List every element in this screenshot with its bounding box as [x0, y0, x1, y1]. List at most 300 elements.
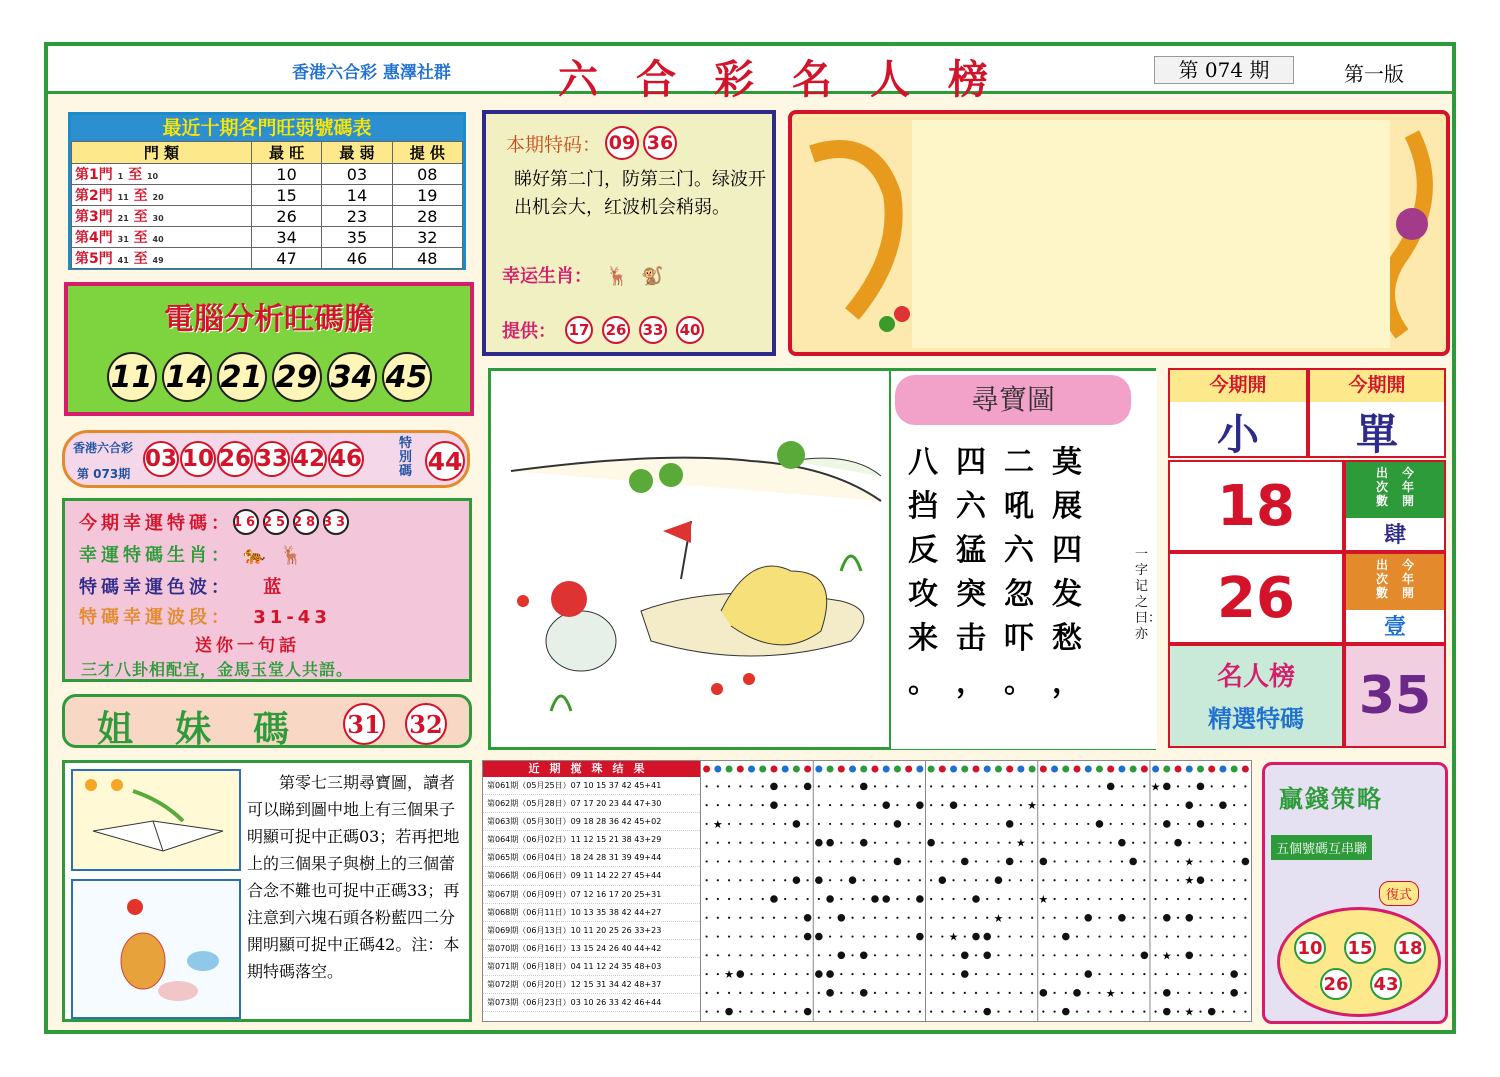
drawn-mark	[804, 933, 812, 941]
header-ball-mark	[1163, 766, 1170, 773]
empty-mark	[1211, 879, 1213, 881]
drawn-mark	[1185, 801, 1193, 809]
empty-mark	[1154, 860, 1156, 862]
empty-mark	[964, 992, 966, 994]
empty-mark	[728, 879, 730, 881]
empty-mark	[1110, 823, 1112, 825]
empty-mark	[1053, 860, 1055, 862]
empty-mark	[728, 898, 730, 900]
empty-mark	[1132, 842, 1134, 844]
drawn-mark	[1062, 933, 1070, 941]
empty-mark	[1233, 860, 1235, 862]
empty-mark	[908, 898, 910, 900]
drawn-mark	[983, 1008, 991, 1016]
empty-mark	[1065, 992, 1067, 994]
drawn-mark	[916, 933, 924, 941]
header-subtitle: 香港六合彩 惠澤社群	[292, 63, 451, 83]
empty-mark	[1177, 879, 1179, 881]
header-ball-mark	[1107, 766, 1114, 773]
empty-mark	[1177, 917, 1179, 919]
empty-mark	[930, 898, 932, 900]
edition-label: 第一版	[1344, 62, 1404, 86]
empty-mark	[1188, 935, 1190, 937]
empty-mark	[964, 879, 966, 881]
special-mark: ★	[1105, 986, 1116, 1000]
empty-mark	[986, 879, 988, 881]
empty-mark	[919, 954, 921, 956]
treasure-scene-illustration	[491, 371, 889, 749]
lucky-color-value: 蓝	[263, 577, 286, 598]
empty-mark	[762, 842, 764, 844]
story-text: 第零七三期尋寶圖，讀者可以睇到圖中地上有三個果子明顯可捉中正碼03；若再把地上的三個果子與樹上的三個蕾合念不難也可捉中正碼33；再注意到六塊石頭各粉藍四二分開明顯可捉中正碼42。注：本期特碼落空。	[247, 773, 460, 981]
empty-mark	[773, 879, 775, 881]
empty-mark	[1244, 1011, 1246, 1013]
empty-mark	[1042, 935, 1044, 937]
drawn-mark	[1230, 989, 1238, 997]
empty-mark	[1143, 917, 1145, 919]
empty-mark	[1244, 785, 1246, 787]
drawn-mark	[826, 970, 834, 978]
empty-mark	[784, 804, 786, 806]
empty-mark	[908, 842, 910, 844]
header-ball-mark	[1051, 766, 1058, 773]
max-cell: 47	[251, 248, 321, 269]
empty-mark	[1031, 973, 1033, 975]
history-row: 第069期（06月13日）10 11 20 25 26 33+23	[483, 922, 700, 940]
empty-mark	[908, 917, 910, 919]
empty-mark	[762, 785, 764, 787]
drawn-mark	[1185, 914, 1193, 922]
empty-mark	[851, 898, 853, 900]
empty-mark	[717, 917, 719, 919]
empty-mark	[885, 935, 887, 937]
empty-mark	[1199, 935, 1201, 937]
empty-mark	[885, 954, 887, 956]
empty-mark	[885, 992, 887, 994]
header-ball-mark	[849, 766, 856, 773]
drawn-mark	[1107, 783, 1115, 791]
empty-mark	[773, 917, 775, 919]
empty-mark	[728, 954, 730, 956]
empty-mark	[739, 992, 741, 994]
special-mark: ★	[1038, 893, 1049, 906]
empty-mark	[773, 973, 775, 975]
empty-mark	[919, 917, 921, 919]
empty-mark	[773, 935, 775, 937]
header-ball-mark	[1085, 766, 1092, 773]
history-row: 第073期（06月23日）03 10 26 33 42 46+44	[483, 994, 700, 1012]
empty-mark	[1087, 992, 1089, 994]
drawn-mark	[815, 970, 823, 978]
drawn-mark	[804, 783, 812, 791]
empty-mark	[863, 804, 865, 806]
empty-mark	[1132, 917, 1134, 919]
empty-mark	[1031, 823, 1033, 825]
empty-mark	[1177, 954, 1179, 956]
empty-mark	[1233, 898, 1235, 900]
empty-mark	[919, 992, 921, 994]
empty-mark	[896, 898, 898, 900]
empty-mark	[1177, 973, 1179, 975]
empty-mark	[930, 804, 932, 806]
empty-mark	[930, 823, 932, 825]
empty-mark	[717, 898, 719, 900]
empty-mark	[1098, 992, 1100, 994]
empty-mark	[795, 804, 797, 806]
door-cell: 第2門 11 至 20	[72, 185, 252, 206]
empty-mark	[919, 973, 921, 975]
empty-mark	[908, 785, 910, 787]
empty-mark	[1009, 992, 1011, 994]
empty-mark	[930, 785, 932, 787]
empty-mark	[784, 785, 786, 787]
empty-mark	[1211, 860, 1213, 862]
empty-mark	[784, 879, 786, 881]
drawn-mark	[1006, 858, 1014, 866]
empty-mark	[1087, 860, 1089, 862]
max-cell: 15	[251, 185, 321, 206]
empty-mark	[1020, 785, 1022, 787]
empty-mark	[874, 954, 876, 956]
empty-mark	[964, 823, 966, 825]
empty-mark	[975, 917, 977, 919]
empty-mark	[1009, 954, 1011, 956]
number-ball: 10	[1294, 932, 1326, 964]
header-ball-mark	[838, 766, 845, 773]
empty-mark	[750, 1011, 752, 1013]
empty-mark	[1076, 898, 1078, 900]
drawn-mark	[1163, 783, 1171, 791]
drawn-mark	[882, 895, 890, 903]
empty-mark	[1076, 935, 1078, 937]
treasure-poem-panel	[889, 371, 1162, 749]
empty-mark	[1053, 917, 1055, 919]
drawn-mark	[826, 895, 834, 903]
empty-mark	[975, 785, 977, 787]
header-ball-mark	[759, 766, 766, 773]
lucky-box	[62, 498, 472, 682]
empty-mark	[885, 917, 887, 919]
drawn-mark	[860, 952, 868, 960]
empty-mark	[997, 935, 999, 937]
empty-mark	[750, 860, 752, 862]
empty-mark	[1110, 804, 1112, 806]
empty-mark	[762, 954, 764, 956]
special-mark: ★	[712, 817, 723, 831]
empty-mark	[964, 1011, 966, 1013]
empty-mark	[1132, 1011, 1134, 1013]
empty-mark	[1121, 860, 1123, 862]
empty-mark	[1188, 973, 1190, 975]
max-cell: 34	[251, 227, 321, 248]
empty-mark	[1233, 823, 1235, 825]
monkey-icon: 🐒	[640, 266, 664, 287]
computer-analysis-box	[64, 282, 474, 416]
empty-mark	[739, 917, 741, 919]
empty-mark	[1065, 973, 1067, 975]
header-ball-mark	[905, 766, 912, 773]
number-ball: 16	[233, 509, 259, 535]
empty-mark	[1199, 917, 1201, 919]
lucky-special-label: 今期幸運特碼：	[79, 513, 233, 534]
number-ball: 40	[676, 316, 704, 344]
drawn-mark	[961, 952, 969, 960]
empty-mark	[1098, 842, 1100, 844]
empty-mark	[706, 917, 708, 919]
history-dot-chart	[701, 761, 1251, 1021]
number-ball: 33	[639, 316, 667, 344]
empty-mark	[1087, 898, 1089, 900]
empty-mark	[1143, 1011, 1145, 1013]
empty-mark	[840, 935, 842, 937]
empty-mark	[1211, 954, 1213, 956]
empty-mark	[739, 879, 741, 881]
give-label: 提供：	[502, 321, 556, 342]
empty-mark	[1098, 804, 1100, 806]
empty-mark	[1143, 785, 1145, 787]
empty-mark	[762, 898, 764, 900]
empty-mark	[952, 992, 954, 994]
history-row: 第066期（06月06日）09 11 14 22 27 45+44	[483, 867, 700, 885]
empty-mark	[829, 823, 831, 825]
empty-mark	[728, 842, 730, 844]
empty-mark	[784, 823, 786, 825]
empty-mark	[1031, 842, 1033, 844]
empty-mark	[1211, 842, 1213, 844]
history-row: 第065期（06月04日）18 24 28 31 39 49+44	[483, 849, 700, 867]
empty-mark	[851, 992, 853, 994]
empty-mark	[964, 842, 966, 844]
empty-mark	[1222, 935, 1224, 937]
col-header: 提 供	[392, 142, 462, 164]
drawn-mark	[1096, 820, 1104, 828]
empty-mark	[863, 935, 865, 937]
empty-mark	[1031, 917, 1033, 919]
lucky-zodiac-label: 幸運特碼生肖：	[79, 545, 233, 566]
drawn-mark	[826, 839, 834, 847]
empty-mark	[919, 823, 921, 825]
empty-mark	[851, 823, 853, 825]
empty-mark	[1177, 860, 1179, 862]
last-draw-issue: 第 073期	[77, 467, 131, 481]
header-ball-mark	[928, 766, 935, 773]
empty-mark	[1110, 973, 1112, 975]
empty-mark	[717, 879, 719, 881]
empty-mark	[941, 898, 943, 900]
empty-mark	[840, 879, 842, 881]
empty-mark	[964, 785, 966, 787]
empty-mark	[762, 823, 764, 825]
strategy-title: 贏錢策略	[1279, 785, 1383, 813]
number-ball: 26	[602, 316, 630, 344]
empty-mark	[1143, 860, 1145, 862]
poem-side-note: 一字记之曰：亦	[1135, 547, 1162, 642]
empty-mark	[908, 935, 910, 937]
empty-mark	[773, 954, 775, 956]
empty-mark	[750, 823, 752, 825]
empty-mark	[717, 935, 719, 937]
drawn-mark	[972, 895, 980, 903]
empty-mark	[1166, 804, 1168, 806]
empty-mark	[1199, 842, 1201, 844]
empty-mark	[829, 1011, 831, 1013]
drawn-mark	[815, 876, 823, 884]
table-row	[72, 248, 463, 269]
empty-mark	[1076, 842, 1078, 844]
empty-mark	[986, 898, 988, 900]
header-ball-mark	[871, 766, 878, 773]
empty-mark	[986, 917, 988, 919]
drawn-mark	[1242, 858, 1250, 866]
drawn-mark	[838, 914, 846, 922]
empty-mark	[952, 1011, 954, 1013]
empty-mark	[1009, 973, 1011, 975]
drawn-mark	[1174, 839, 1182, 847]
empty-mark	[908, 1011, 910, 1013]
number-ball: 31	[343, 703, 385, 745]
special-number-label: 本期特码：	[506, 133, 602, 156]
strength-table-caption: 最近十期各門旺弱號碼表	[71, 115, 463, 141]
empty-mark	[1121, 823, 1123, 825]
empty-mark	[1042, 785, 1044, 787]
empty-mark	[975, 823, 977, 825]
history-row: 第068期（06月11日）10 13 35 38 42 44+27	[483, 904, 700, 922]
empty-mark	[919, 879, 921, 881]
number-ball: 33	[323, 509, 349, 535]
empty-mark	[1020, 992, 1022, 994]
empty-mark	[750, 842, 752, 844]
empty-mark	[739, 785, 741, 787]
empty-mark	[908, 954, 910, 956]
empty-mark	[997, 804, 999, 806]
empty-mark	[762, 935, 764, 937]
empty-mark	[1110, 898, 1112, 900]
empty-mark	[1199, 1011, 1201, 1013]
size-result: 小	[1216, 410, 1259, 459]
empty-mark	[717, 804, 719, 806]
parity-result: 單	[1355, 410, 1398, 459]
max-cell: 10	[251, 164, 321, 185]
empty-mark	[964, 917, 966, 919]
empty-mark	[1244, 842, 1246, 844]
empty-mark	[1154, 1011, 1156, 1013]
empty-mark	[1031, 935, 1033, 937]
empty-mark	[840, 1011, 842, 1013]
empty-mark	[1132, 785, 1134, 787]
drawn-mark	[1230, 970, 1238, 978]
empty-mark	[1132, 992, 1134, 994]
number-ball: 17	[565, 316, 593, 344]
header-ball-mark	[703, 766, 710, 773]
special-mark: ★	[1161, 949, 1172, 963]
drawn-mark	[860, 989, 868, 997]
empty-mark	[1132, 935, 1134, 937]
empty-mark	[1233, 917, 1235, 919]
empty-mark	[840, 842, 842, 844]
empty-mark	[818, 954, 820, 956]
empty-mark	[739, 1011, 741, 1013]
empty-mark	[728, 935, 730, 937]
empty-mark	[1222, 954, 1224, 956]
empty-mark	[795, 898, 797, 900]
empty-mark	[863, 1011, 865, 1013]
empty-mark	[863, 879, 865, 881]
header-ball-mark	[748, 766, 755, 773]
empty-mark	[717, 992, 719, 994]
empty-mark	[795, 935, 797, 937]
empty-mark	[1087, 842, 1089, 844]
empty-mark	[773, 842, 775, 844]
empty-mark	[997, 898, 999, 900]
drawn-mark	[894, 820, 902, 828]
empty-mark	[1244, 917, 1246, 919]
min-cell: 14	[322, 185, 392, 206]
header-ball-mark	[1231, 766, 1238, 773]
empty-mark	[1177, 992, 1179, 994]
empty-mark	[773, 823, 775, 825]
empty-mark	[975, 860, 977, 862]
empty-mark	[750, 785, 752, 787]
empty-mark	[784, 935, 786, 937]
empty-mark	[851, 785, 853, 787]
special-mark: ★	[1027, 799, 1038, 813]
drawn-mark	[1197, 783, 1205, 791]
header-ball-mark	[726, 766, 733, 773]
strategy-box	[1262, 762, 1448, 1024]
empty-mark	[706, 954, 708, 956]
drawn-mark	[860, 783, 868, 791]
empty-mark	[784, 992, 786, 994]
empty-mark	[1053, 842, 1055, 844]
empty-mark	[885, 879, 887, 881]
drawn-mark	[1185, 952, 1193, 960]
empty-mark	[1098, 860, 1100, 862]
empty-mark	[986, 785, 988, 787]
empty-mark	[1009, 842, 1011, 844]
year-label: 今年開	[1401, 558, 1414, 600]
header-ball-mark	[1017, 766, 1024, 773]
issue-number: 第 074 期	[1154, 56, 1294, 84]
empty-mark	[762, 860, 764, 862]
empty-mark	[941, 1011, 943, 1013]
empty-mark	[1076, 879, 1078, 881]
empty-mark	[863, 898, 865, 900]
empty-mark	[829, 804, 831, 806]
empty-mark	[1087, 935, 1089, 937]
empty-mark	[908, 823, 910, 825]
empty-mark	[762, 804, 764, 806]
empty-mark	[874, 879, 876, 881]
poem-line: 八 挡 反 攻 来 。	[908, 445, 938, 700]
empty-mark	[919, 1011, 921, 1013]
empty-mark	[717, 860, 719, 862]
drawn-mark	[826, 989, 834, 997]
drawn-mark	[916, 895, 924, 903]
empty-mark	[1211, 935, 1213, 937]
drawn-mark	[983, 952, 991, 960]
max-cell: 26	[251, 206, 321, 227]
empty-mark	[896, 879, 898, 881]
empty-mark	[919, 860, 921, 862]
empty-mark	[750, 804, 752, 806]
empty-mark	[1154, 823, 1156, 825]
drawn-mark	[849, 876, 857, 884]
empty-mark	[1143, 935, 1145, 937]
drawn-mark	[1163, 989, 1171, 997]
drawn-mark	[950, 801, 958, 809]
lucky-range-label: 特碼幸運波段：	[79, 607, 233, 628]
empty-mark	[1053, 973, 1055, 975]
